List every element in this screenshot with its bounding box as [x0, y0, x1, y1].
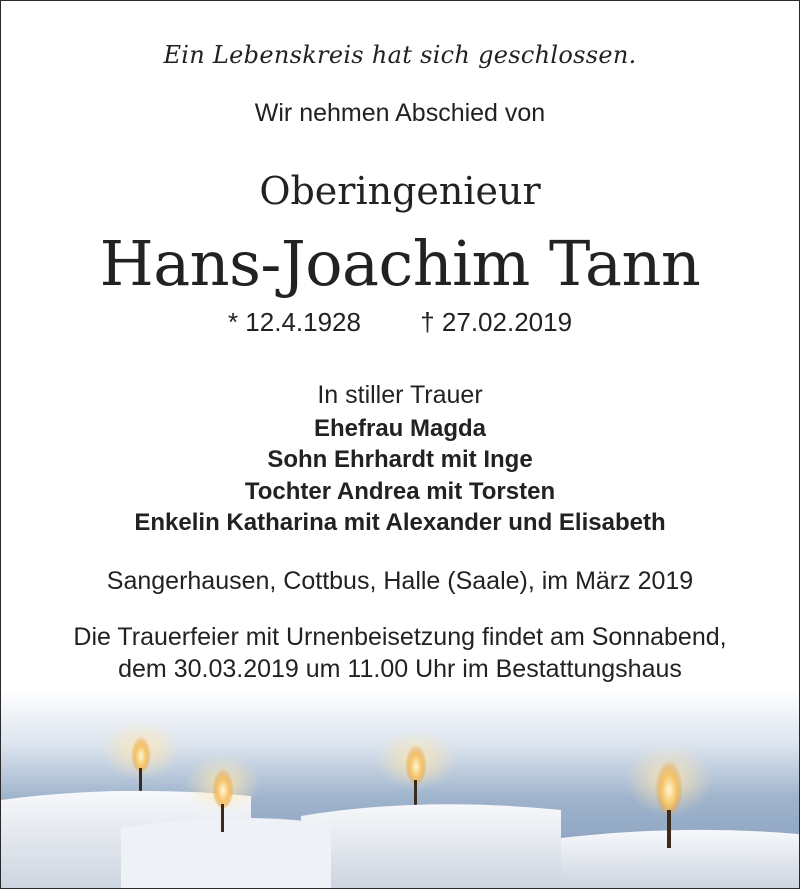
funeral-info-line: Die Trauerfeier mit Urnenbeisetzung findet am Sonnabend, — [73, 623, 727, 651]
intro-line: Wir nehmen Abschied von — [254, 99, 546, 127]
family-line: Ehefrau Magda — [313, 415, 487, 442]
family-line: Enkelin Katharina mit Alexander und Elisabeth — [134, 509, 666, 536]
mourning-intro: In stiller Trauer — [317, 381, 483, 409]
place-date: Sangerhausen, Cottbus, Halle (Saale), im März 2019 — [106, 567, 694, 595]
professional-title: Oberingenieur — [259, 169, 541, 213]
deceased-name: Hans-Joachim Tann — [99, 227, 701, 300]
death-date: † 27.02.2019 — [420, 307, 573, 337]
family-line: Sohn Ehrhardt mit Inge — [267, 446, 533, 473]
family-line: Tochter Andrea mit Torsten — [244, 478, 556, 505]
candles-image — [1, 688, 799, 888]
life-dates — [1, 307, 799, 338]
birth-date: * 12.4.1928 — [227, 307, 361, 337]
motto: Ein Lebenskreis hat sich geschlossen. — [163, 41, 637, 69]
funeral-info-line: dem 30.03.2019 um 11.00 Uhr im Bestattungshaus — [118, 655, 682, 683]
